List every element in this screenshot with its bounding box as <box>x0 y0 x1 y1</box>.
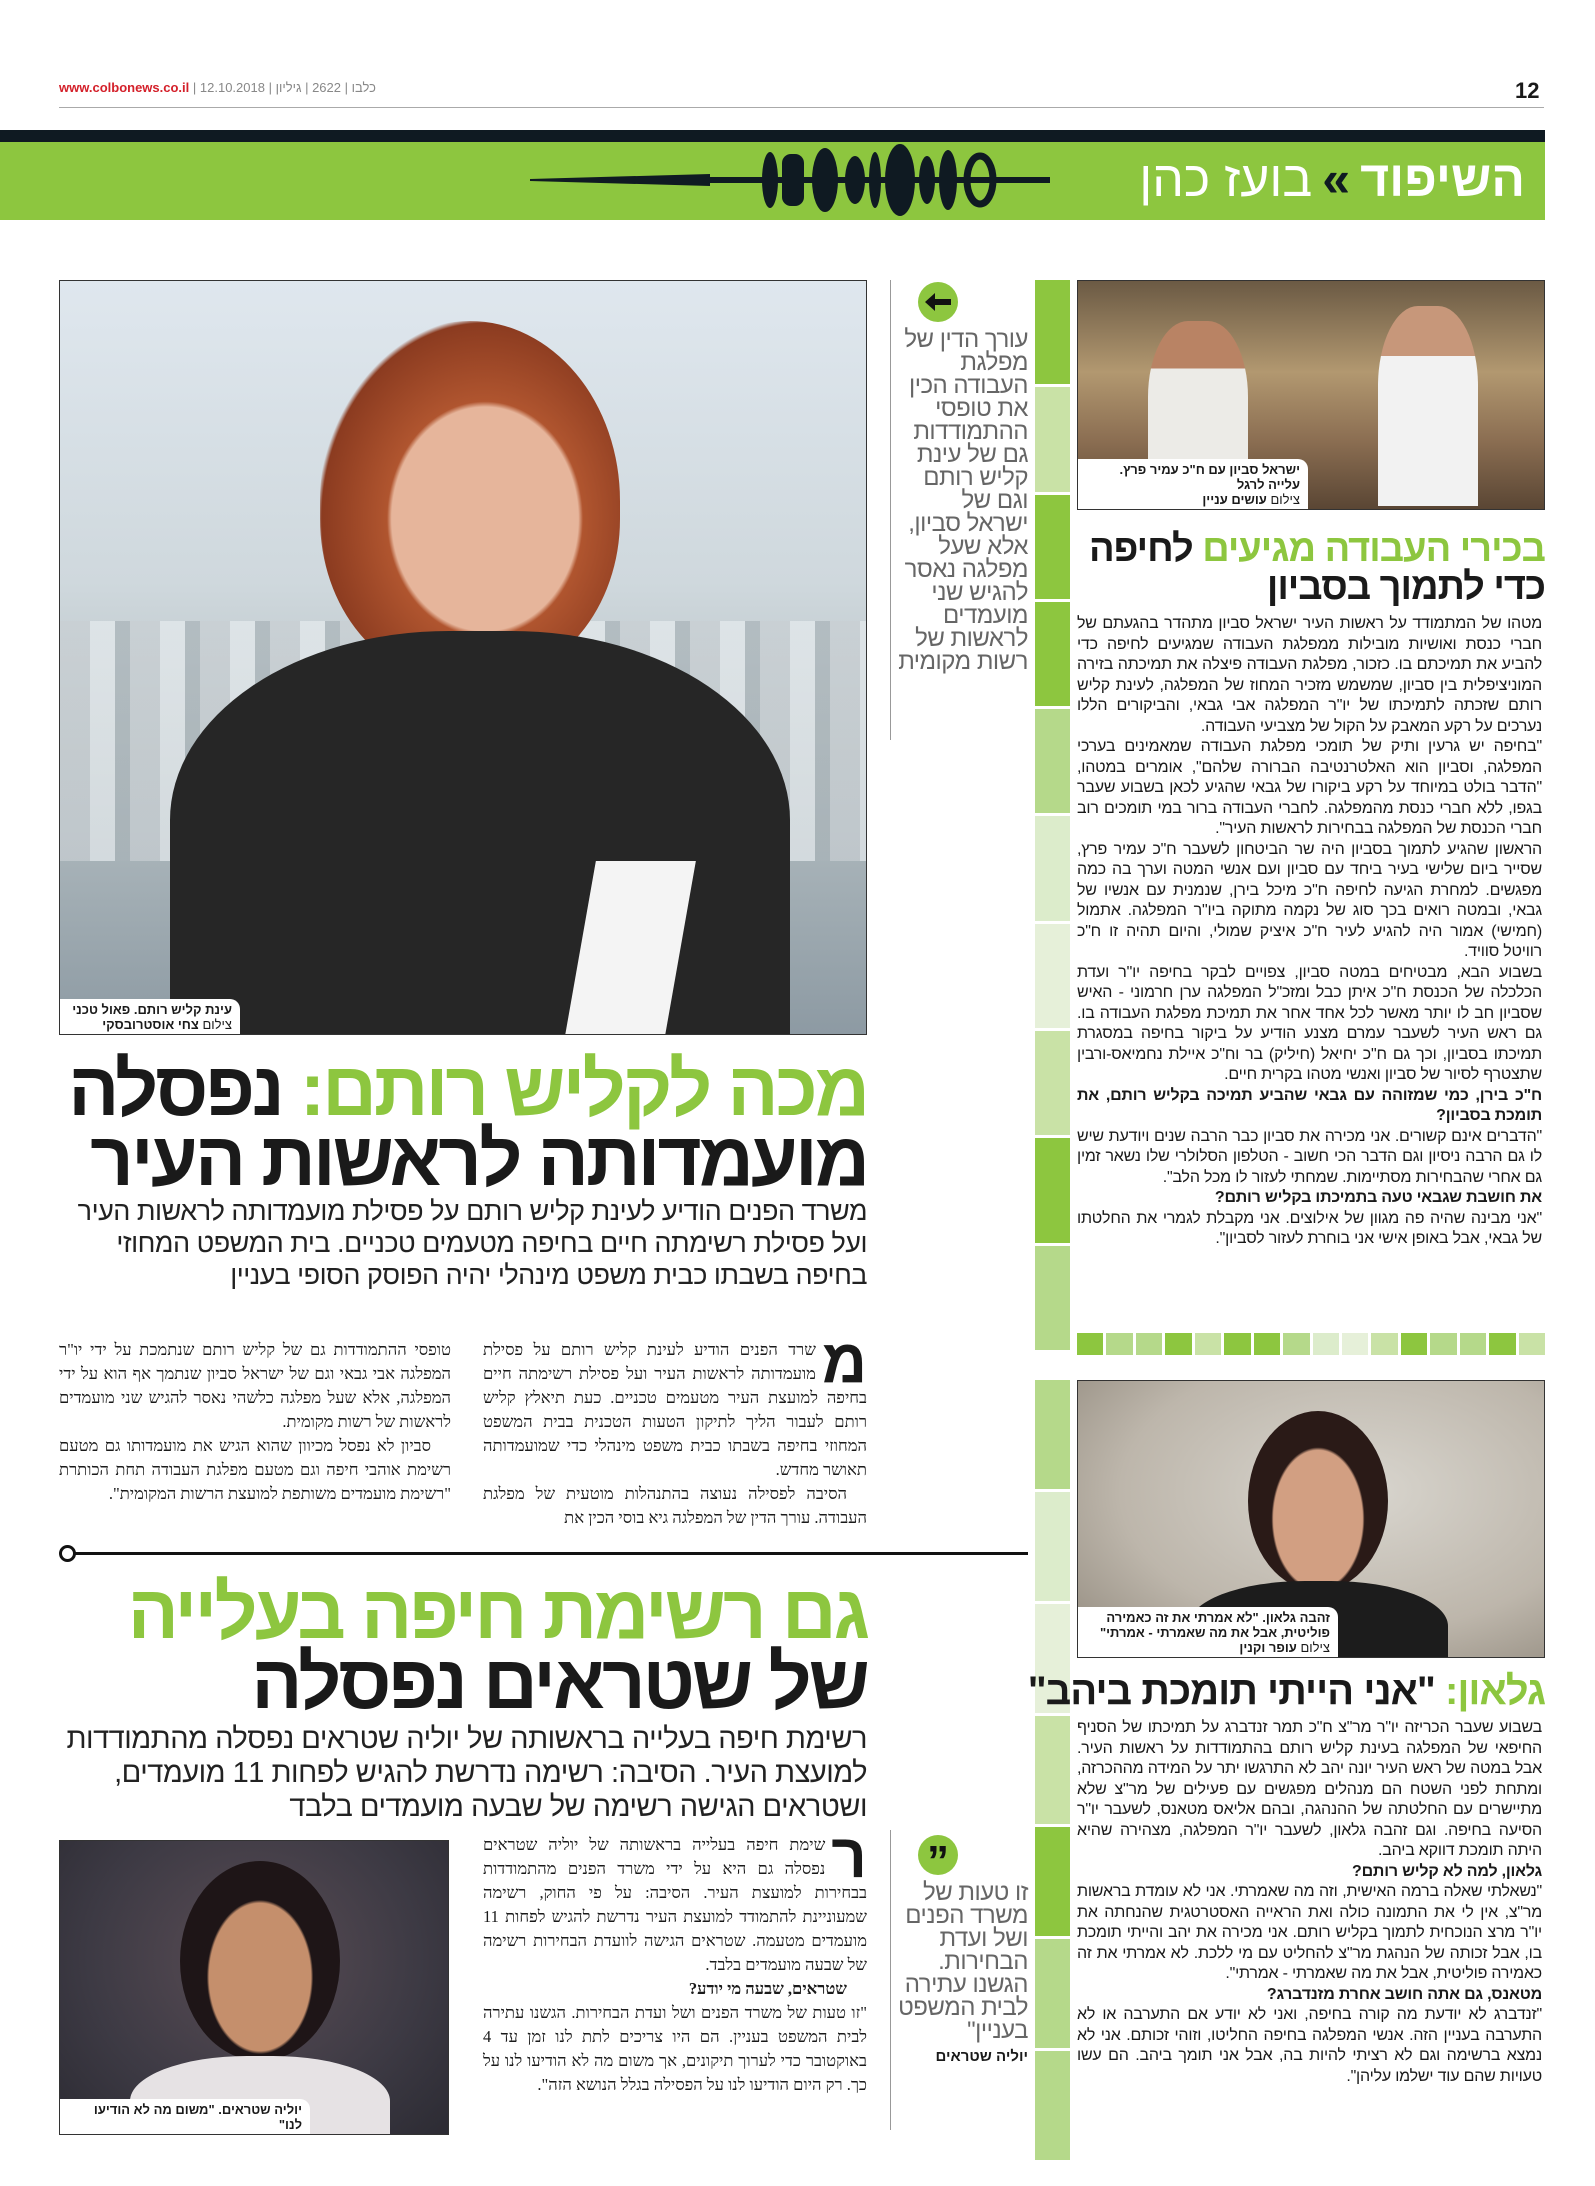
headline-green: גלאון: <box>1445 1669 1545 1713</box>
answer: "אני מבינה שהיה פה מגוון של אילוצים. אני מקבלת לגמרי את החלטתו של גבאי, אבל באופן אישי אני בוחרת לעזור לסביון". <box>1077 1209 1542 1247</box>
arrow-left-icon <box>918 282 958 322</box>
headline-black: נפסלה <box>68 1047 282 1132</box>
tile <box>1035 1031 1070 1135</box>
headline-black: "אני הייתי תומכת ביהב" <box>1027 1669 1435 1713</box>
headline-green: מכה לקליש רותם: <box>299 1047 867 1132</box>
credit-name: עופר וקנין <box>1239 1640 1297 1655</box>
caption-text: עינת קליש רותם. פאול טכני <box>72 1002 232 1017</box>
tile <box>1519 1333 1545 1355</box>
question: מטאנס, גם אתה חושב אחרת מזנדברג? <box>1266 1985 1542 2003</box>
credit-name: עושים עניין <box>1202 492 1267 507</box>
tile <box>1165 1333 1191 1355</box>
tile <box>1401 1333 1427 1355</box>
paragraph: שרד הפנים הודיע לעינת קליש רותם על פסילת מועמדותה לראשות העיר ועל פסילת רשימתה חיים בחיפה למועצת העיר מטעמים טכניים. כעת תיאלץ קליש רותם לעבור הליך לתיקון הטעות הטכנית בבית המשפט המחוזי בחיפה בשבתו כבית משפט מינהלי כדי שמועמדותה תאושר מחדש. <box>483 1340 867 1479</box>
second-body <box>483 1822 867 2097</box>
tile <box>1035 1380 1070 1489</box>
headline-black: לחיפה <box>1088 528 1193 570</box>
pull-quote-text: זו טעות של משרד הפנים ושל ועדת הבחירות. הגשנו עתירה לבית המשפט בעניין" <box>898 1879 1028 2044</box>
answer: "זנדברג לא יודעת מה קורה בחיפה, ואני לא יודע אם התערבה או לא התערבה בעניין הזה. אנשי המפלגה בחיפה החליטו, וזוהי זכותם. אני לא נמצא ברשימה וגם לא רציתי להיות בה, אבל אני תומך ביהב. הם עשו טעויות שהם עוד ישלמו עליהן". <box>1077 2006 1542 2085</box>
column-divider <box>890 1830 891 2130</box>
caption-text: ישראל סביון עם ח"כ עמיר פרץ. עלייה לרגל <box>1119 462 1300 492</box>
photo-credit <box>1086 492 1300 507</box>
tile <box>1035 1716 1070 1825</box>
credit-label: צילום <box>202 1017 232 1032</box>
main-subhead: משרד הפנים הודיע לעינת קליש רותם על פסילת מועמדותה לראשות העיר ועל פסילת רשימתה חיים בחיפה מטעמים טכניים. בית המשפט המחוזי בחיפה בשבתו כבית משפט מינהלי יהיה הפוסק הסופי בעניין <box>77 1196 867 1290</box>
question: גלאון, למה לא קליש רותם? <box>1352 1862 1542 1880</box>
tile <box>1035 1492 1070 1601</box>
tile <box>1035 1827 1070 1936</box>
tile <box>1195 1333 1221 1355</box>
headline-black: בכירי העבודה <box>1324 528 1545 570</box>
tile <box>1313 1333 1339 1355</box>
headline-line-2: כדי לתמוך בסביון <box>1266 566 1545 608</box>
tile <box>1106 1333 1132 1355</box>
answer: "נשאלתי שאלה ברמה האישית, וזה מה שאמרתי. אני לא עומדת בראשות מר"צ, אין לי את התמונה כולה ואת הראייה האסטרטגית שהנחתה את יו"ר מרצ הנוכחית לתמוך בקליש רותם. אני מכירה את יהב והייתי תומכת בו, אבל זכותה של הנהגת מר"צ להחליט עם מי ללכת. לא אמרתי את זה כאמירה פוליטית, אבל את מה שאמרתי - אמרתי". <box>1077 1883 1542 1982</box>
galon-headline <box>1027 1668 1545 1714</box>
header-divider <box>59 107 1544 108</box>
credit-name: צחי אוסטרובסקי <box>102 1017 199 1032</box>
second-headline <box>59 1570 867 1725</box>
main-body-col-1 <box>483 1327 867 1530</box>
decorative-tiles <box>1035 280 1070 1350</box>
headline-line-2: מועמדותה לראשות העיר <box>90 1117 867 1202</box>
main-body-col-2 <box>59 1338 451 1506</box>
column-author: בועז כהן <box>1139 151 1313 207</box>
labor-body <box>1077 614 1542 1250</box>
tile <box>1035 495 1070 599</box>
galon-photo <box>1077 1380 1545 1658</box>
section-divider <box>66 1552 1028 1555</box>
decorative-tiles-row <box>1077 1333 1545 1355</box>
photo-caption <box>1078 459 1308 509</box>
saviion-photo <box>1077 280 1545 510</box>
answer: "זו טעות של משרד הפנים ושל ועדת הבחירות. הגשנו עתירה לבית המשפט בעניין. הם היו צריכים לתת לנו זמן עד 4 באוקטובר כדי לערוך תיקונים, אך משום מה לא הודיעו לנו על כך. רק היום הודיעו לנו על הפסילה בגלל הנושא הזה". <box>483 2003 867 2094</box>
main-headline <box>59 1047 867 1202</box>
separator: » <box>1322 151 1351 207</box>
page-number: 12 <box>1515 78 1540 103</box>
shtraim-photo <box>59 1840 449 2135</box>
labor-headline <box>1077 530 1545 606</box>
tile <box>1035 2051 1070 2160</box>
banner-top-bar <box>0 130 1545 142</box>
tile <box>1489 1333 1515 1355</box>
tile <box>1283 1333 1309 1355</box>
photo-credit <box>68 1017 232 1032</box>
tile <box>1035 709 1070 813</box>
drop-cap: מ <box>821 1327 867 1396</box>
column-divider <box>890 280 891 740</box>
column-title <box>1139 150 1525 208</box>
tile <box>1371 1333 1397 1355</box>
tile <box>1035 602 1070 706</box>
tile <box>1224 1333 1250 1355</box>
photo-caption <box>1078 1607 1338 1657</box>
tile <box>1035 387 1070 491</box>
paragraph: הסיבה לפסילה נעוצה בהתנהלות מוטעית של מפלגת העבודה. עורך הדין של המפלגה גיא בוסי הכין את <box>483 1484 867 1527</box>
credit-label: צילום <box>1270 492 1300 507</box>
question: שטראים, שבעה מי יודע? <box>688 1979 847 1998</box>
photo-caption: יוליה שטראים. "משום מה לא הודיעו לנו" <box>60 2099 310 2134</box>
pull-quote <box>898 282 1028 673</box>
main-photo <box>59 280 867 1035</box>
paragraph: מטהו של המתמודד על ראשות העיר ישראל סביון מתהדר בהגעתם של חברי כנסת ואושיות מובילות ממפלגת העבודה שמגיעים לחיפה כדי להביע את תמיכתם בו. כזכור, מפלגת העבודה פיצלה את תמיכתה בזירה המוניציפלית בין סביון, שמשמש מזכיר המחוז של המפלגה, לעינת קליש רותם שזכתה לתמיכתו של יו"ר המפלגה אבי גבאי, והביקורים הללו נערכים על רקע המאבק על הקול של מצביעי העבודה. <box>1077 615 1542 735</box>
tile <box>1035 924 1070 1028</box>
headline-green: מגיעים <box>1202 528 1316 570</box>
decorative-tiles <box>1035 1380 1070 2160</box>
paragraph: סביון לא נפסל מכיוון שהוא הגיש את מועמדותו גם מטעם רשימת אוהבי חיפה וגם מטעם מפלגת העבודה תחת הכותרת "רשימת מועמדים משותפת למועצת הרשות המקומית". <box>59 1436 451 1503</box>
paragraph: שימת חיפה בעלייה בראשותה של יוליה שטראים נפסלה גם היא על ידי משרד הפנים מהתמודדות בבחירות למועצת העיר. הסיבה: על פי החוק, רשימה שמעוניינת להתמודד למועצת העיר נדרשת להגיש לפחות 11 מועמדים מטעמה. שטראים הגישה לוועדת הבחירות רשימה של שבעה מועמדים בלבד. <box>483 1835 867 1974</box>
credit-label: צילום <box>1300 1640 1330 1655</box>
answer: "הדברים אינם קשורים. אני מכירה את סביון כבר הרבה שנים ויודעת שיש לו גם הרבה ניסיון וגם הדבר הכי חשוב - הטלפון הסלולרי שלו נשאר זמין גם אחרי שהבחירות מסתיימות. שמחתי לעזור לו מכל הלב". <box>1077 1127 1542 1186</box>
paragraph: בשבוע הבא, מבטיחים במטה סביון, צפויים לבקר בחיפה יו"ר ועדת הכלכלה של הכנסת ח"כ איתן כבל ומזכ"ל המפלגה ערן חרמוני - האיש שסביון חב לו יותר מאשר לכל אחד אחר את תמיכת מפלגת העבודה בו. גם ראש העיר לשעבר עמרם מצנע הודיע על ביקור בחיפה במסגרת תמיכתו בסביון, וכך גם ח"כ יחיאל (חיליק) בר וח"כ איילת נחמיאס-ורבין שתצטרף לסיור של סביון ואנשי מטהו בקרית חיים. <box>1077 963 1542 1083</box>
skewer-icon <box>530 144 1090 220</box>
tile <box>1077 1333 1103 1355</box>
tile <box>1035 1246 1070 1350</box>
question: ח"כ בירן, כמי שמזוהה עם גבאי שהביע תמיכה בקליש רותם, את תומכת בסביון? <box>1077 1086 1542 1124</box>
paragraph: הראשון שהגיע לתמוך בסביון היה שר הביטחון לשעבר ח"כ עמיר פרץ, שסייר ביום שלישי בעיר ביחד עם סביון ועם אנשי המטה וערך בה כמה מפגשים. למחרת הגיעה לחיפה ח"כ מיכל בירן, שנמנית עם אנשיו של גבאי, ובמטה רואים בכך סוג של נקמה מתוקה ביו"ר המפלגה. אתמול (חמישי) אמור היה להגיע לעיר ח"כ איציק שמולי, והיום תהיה זו ח"כ רוויטל סוויד. <box>1077 840 1542 960</box>
photo-credit <box>1086 1640 1330 1655</box>
pull-quote-attribution: יוליה שטראים <box>935 2048 1028 2065</box>
tile <box>1254 1333 1280 1355</box>
column-name: השיפוד <box>1360 151 1525 207</box>
question: את חושבת שגבאי טעה בתמיכתו בקליש רותם? <box>1214 1189 1542 1206</box>
headline-black: של שטראים נפסלה <box>251 1640 867 1725</box>
divider-ring-icon <box>59 1545 76 1562</box>
caption-text: זהבה גלאון. "לא אמרתי את זה כאמירה פוליטית, אבל את מה שאמרתי - אמרתי" <box>1099 1610 1330 1640</box>
galon-body <box>1077 1718 1542 2087</box>
quote-icon: ” <box>918 1835 958 1875</box>
tile <box>1035 1939 1070 2048</box>
tile <box>1035 816 1070 920</box>
tile <box>1035 280 1070 384</box>
paragraph: "בחיפה יש גרעין ותיק של תומכי מפלגת העבודה שמאמינים בערכי המפלגה, וסביון הוא האלטרנטיבה הברורה שלהם", אומרים במטהו, "הדבר בולט במיוחד על רקע ביקורו של גבאי שהגיע לכאן בשבוע שעבר בגפו, ללא חברי כנסת מהמפלגה. לחברי העבודה ברור במי תומכים רוב חברי הכנסת של המפלגה בבחירות לראשות העיר". <box>1077 738 1542 837</box>
paragraph: טופסי ההתמודדות גם של קליש רותם שנתמכת על ידי יו"ר המפלגה אבי גבאי וגם של ישראל סביון שנתמך אף הוא על ידי המפלגה, אלא שעל מפלגה כלשהי נאסר להגיש שני מועמדים לראשות של רשות מקומית. <box>59 1340 451 1431</box>
photo-caption <box>60 999 240 1034</box>
tile <box>1430 1333 1456 1355</box>
tile <box>1136 1333 1162 1355</box>
pull-quote-text: עורך הדין של מפלגת העבודה הכין את טופסי ההתמודדות גם של עינת קליש רותם וגם של ישראל סביון, אלא שעל מפלגה נאסר להגיש שני מועמדים לראשות של רשות מקומית <box>898 326 1028 675</box>
paragraph: בשבוע שעבר הכריזה יו"ר מר"צ ח"כ תמר זנדברג על תמיכתו של הסניף החיפאי של המפלגה בעינת קליש רותם בהתמודדות על ראשות העיר. אבל במטה של ראש העיר יונה יהב לא התרגשו יתר על המידה מההכרזה, ומתחת לפני השטח הם מנהלים מפגשים עם פעילים של מר"צ שלא מתיישרים עם החלטתה של ההנהגה, ובהם אליאס מטאנס, לשעבר יו"ר הסיעה בחיפה. וגם זהבה גלאון, לשעבר יו"ר המפלגה, מצהירה שהיא היתה תומכת דווקא ביהב. <box>1077 1719 1542 1859</box>
issue-meta <box>59 80 376 95</box>
tile <box>1460 1333 1486 1355</box>
tile <box>1342 1333 1368 1355</box>
issue-info: | כלבו | 2622 | גיליון | 12.10.2018 <box>192 80 376 95</box>
pull-quote-2 <box>898 1835 1028 2065</box>
site-url[interactable]: www.colbonews.co.il <box>59 80 190 95</box>
headline-green: גם רשימת חיפה בעלייה <box>127 1570 867 1655</box>
second-subhead: רשימת חיפה בעלייה בראשותה של יוליה שטראים נפסלה מהתמודדות למועצת העיר. הסיבה: רשימה נדרשת להגיש לפחות 11 מועמדים, ושטראים הגישה רשימה של שבעה מועמדים בלבד <box>66 1723 867 1823</box>
drop-cap: ר <box>831 1822 867 1891</box>
tile <box>1035 1138 1070 1242</box>
